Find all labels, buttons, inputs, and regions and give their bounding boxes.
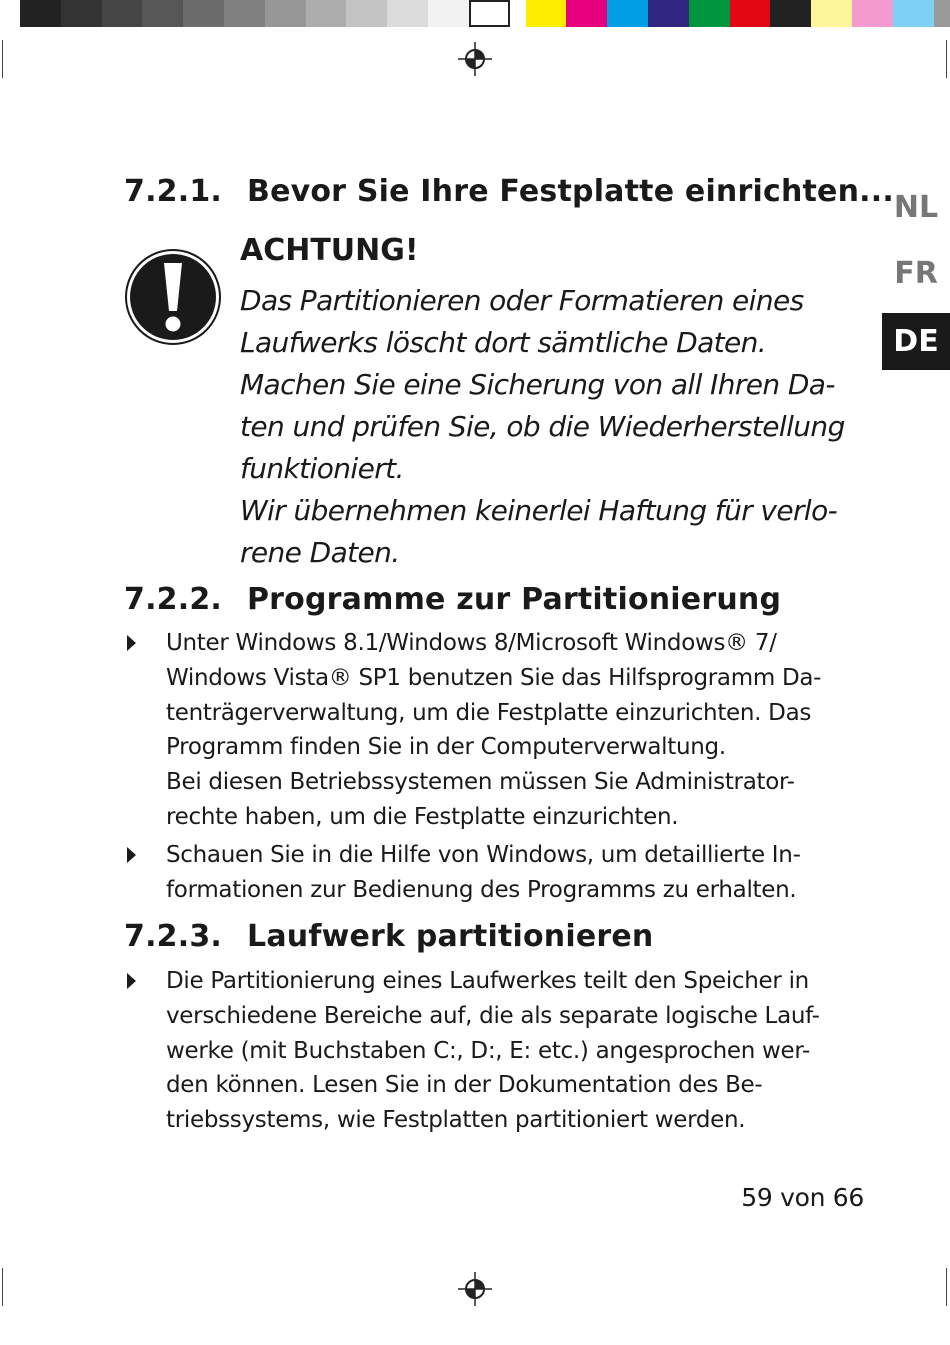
- color-swatch-9: [893, 0, 934, 27]
- color-swatch-5: [730, 0, 771, 27]
- gray-swatch-10: [428, 0, 469, 27]
- bullet-line: Programm finden Sie in der Computerverwaltung.: [166, 734, 726, 761]
- bullet-line: Bei diesen Betriebssystemen müssen Sie Administrator-: [166, 769, 795, 796]
- section-title-text: Programme zur Partitionierung: [247, 582, 782, 617]
- bullet-arrow-icon: [127, 635, 136, 651]
- warning-line: Wir übernehmen keinerlei Haftung für verlo-: [240, 494, 838, 527]
- section-heading-7-2-2: [124, 582, 781, 617]
- gray-swatch-11: [469, 0, 510, 27]
- bullet-line: Unter Windows 8.1/Windows 8/Microsoft Windows® 7/: [166, 630, 777, 656]
- color-swatch-4: [689, 0, 730, 27]
- gray-swatch-7: [306, 0, 347, 27]
- crop-mark-left-bottom: [2, 1268, 3, 1306]
- bullet-line: verschiedene Bereiche auf, die als separate logische Lauf-: [166, 1002, 820, 1029]
- gray-swatch-4: [183, 0, 224, 27]
- section-title-text: Laufwerk partitionieren: [247, 919, 654, 954]
- language-tab-de-active: DE: [882, 313, 950, 370]
- gray-swatch-9: [387, 0, 428, 27]
- section-number: 7.2.1.: [124, 174, 223, 209]
- bullet-line: formationen zur Bedienung des Programms zu erhalten.: [166, 876, 797, 903]
- bullet-line: tenträgerverwaltung, um die Festplatte einzurichten. Das: [166, 699, 812, 726]
- bullet-text: [166, 964, 820, 1138]
- bullet-line: werke (mit Buchstaben C:, D:, E: etc.) angesprochen wer-: [166, 1037, 811, 1064]
- bullet-line: den können. Lesen Sie in der Dokumentation des Be-: [166, 1072, 763, 1099]
- section-number: 7.2.2.: [124, 582, 223, 617]
- bullet-line: Schauen Sie in die Hilfe von Windows, um detaillierte In-: [166, 842, 801, 868]
- gray-swatch-0: [20, 0, 61, 27]
- bullet-arrow-icon: [127, 973, 136, 989]
- warning-exclamation-icon: [124, 247, 222, 347]
- gray-swatch-6: [265, 0, 306, 27]
- crop-mark-right-top: [946, 40, 947, 78]
- color-swatch-10: [934, 0, 950, 27]
- gray-swatch-8: [346, 0, 387, 27]
- section-title-text: Bevor Sie Ihre Festplatte einrichten...: [247, 174, 894, 209]
- warning-line: rene Daten.: [240, 536, 400, 569]
- warning-line: ten und prüfen Sie, ob die Wiederherstellung: [240, 410, 845, 443]
- gray-swatch-3: [142, 0, 183, 27]
- warning-heading: ACHTUNG!: [240, 233, 419, 268]
- color-swatch-8: [852, 0, 893, 27]
- color-swatch-6: [770, 0, 811, 27]
- bullet-line: triebssystems, wie Festplatten partitioniert werden.: [166, 1107, 746, 1134]
- bullet-text: [166, 626, 821, 835]
- warning-line: Machen Sie eine Sicherung von all Ihren Da-: [240, 368, 835, 401]
- warning-line: Das Partitionieren oder Formatieren eines: [240, 284, 804, 317]
- color-swatch-7: [811, 0, 852, 27]
- warning-line: funktioniert.: [240, 452, 404, 485]
- color-swatch-1: [566, 0, 607, 27]
- language-tab-fr: FR: [894, 256, 938, 291]
- warning-line: Laufwerks löscht dort sämtliche Daten.: [240, 326, 767, 359]
- color-calibration-bar: [20, 0, 930, 27]
- gray-swatch-2: [102, 0, 143, 27]
- crop-mark-right-bottom: [946, 1268, 947, 1306]
- bullet-arrow-icon: [127, 847, 136, 863]
- gray-swatch-1: [61, 0, 102, 27]
- bullet-line: Die Partitionierung eines Laufwerkes teilt den Speicher in: [166, 968, 809, 994]
- bullet-line: rechte haben, um die Festplatte einzurichten.: [166, 803, 679, 830]
- section-number: 7.2.3.: [124, 919, 223, 954]
- section-heading-7-2-1: [124, 174, 894, 209]
- warning-text: [240, 280, 865, 574]
- bullet-line: Windows Vista® SP1 benutzen Sie das Hilfsprogramm Da-: [166, 664, 822, 691]
- page-number: 59 von 66: [741, 1183, 864, 1212]
- bullet-text: [166, 838, 801, 908]
- registration-mark-bottom: [458, 1272, 492, 1306]
- registration-mark-top: [458, 42, 492, 76]
- color-swatch-2: [607, 0, 648, 27]
- crop-mark-left-top: [2, 40, 3, 78]
- color-swatch-0: [526, 0, 567, 27]
- section-heading-7-2-3: [124, 919, 653, 954]
- language-tab-nl: NL: [893, 190, 939, 225]
- gray-swatch-5: [224, 0, 265, 27]
- color-swatch-3: [648, 0, 689, 27]
